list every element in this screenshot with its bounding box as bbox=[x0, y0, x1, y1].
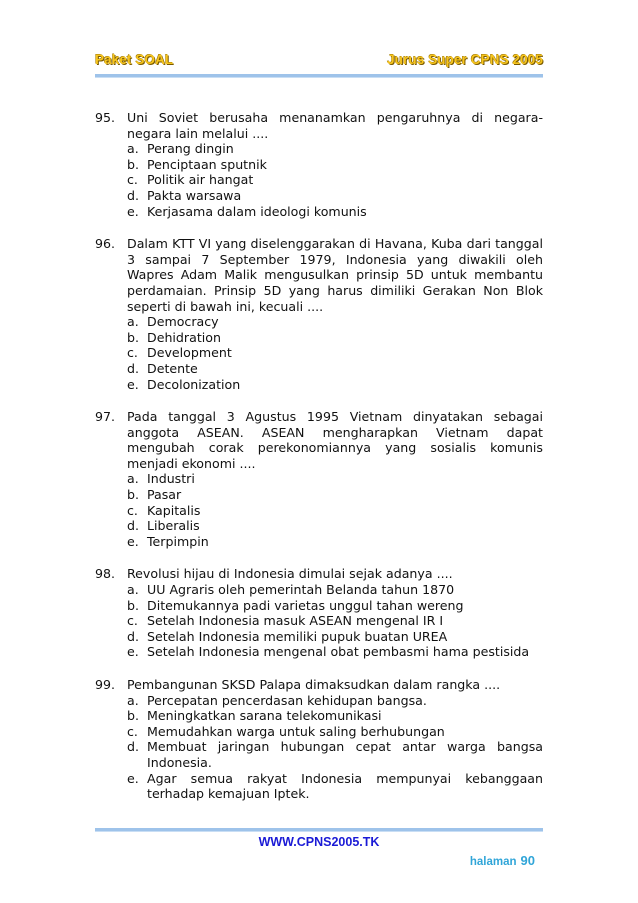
option-list bbox=[127, 693, 543, 802]
footer-website-link[interactable]: WWW.CPNS2005.TK bbox=[258, 835, 380, 849]
page-number: 90 bbox=[520, 853, 535, 868]
option-d bbox=[127, 739, 543, 770]
option-text: Kapitalis bbox=[147, 502, 201, 518]
option-text: Penciptaan sputnik bbox=[147, 156, 267, 172]
option-text: Meningkatkan sarana telekomunikasi bbox=[147, 708, 382, 724]
option-a bbox=[127, 314, 543, 330]
option-d bbox=[127, 361, 543, 377]
question-99 bbox=[95, 677, 543, 802]
option-letter: c. bbox=[127, 345, 138, 361]
header-title-left: Paket SOAL bbox=[95, 52, 174, 67]
option-text: Membuat jaringan hubungan cepat antar warga bangsa Indonesia. bbox=[147, 739, 543, 770]
option-c bbox=[127, 345, 543, 361]
option-letter: c. bbox=[127, 172, 138, 188]
question-97 bbox=[95, 409, 543, 549]
option-text: Detente bbox=[147, 360, 198, 376]
option-letter: d. bbox=[127, 360, 139, 376]
option-letter: c. bbox=[127, 723, 138, 739]
option-letter: a. bbox=[127, 471, 139, 487]
option-text: Agar semua rakyat Indonesia mempunyai kebanggaan terhadap kemajuan Iptek. bbox=[147, 770, 543, 802]
option-e bbox=[127, 534, 543, 550]
question-number: 98. bbox=[95, 566, 116, 582]
option-letter: a. bbox=[127, 582, 139, 598]
option-a bbox=[127, 471, 543, 487]
option-list bbox=[127, 471, 543, 549]
question-list bbox=[95, 110, 543, 819]
option-text: Kerjasama dalam ideologi komunis bbox=[147, 203, 367, 219]
option-text: Democracy bbox=[147, 314, 219, 330]
question-number: 99. bbox=[95, 677, 116, 692]
option-letter: b. bbox=[127, 156, 139, 172]
header-divider bbox=[95, 74, 543, 78]
option-text: Development bbox=[147, 345, 232, 361]
question-number: 97. bbox=[95, 409, 116, 425]
option-b bbox=[127, 157, 543, 173]
option-e bbox=[127, 644, 543, 660]
option-text: Memudahkan warga untuk saling berhubungan bbox=[147, 723, 445, 739]
option-letter: e. bbox=[127, 644, 139, 660]
option-letter: e. bbox=[127, 203, 139, 219]
option-c bbox=[127, 503, 543, 519]
question-number: 96. bbox=[95, 236, 116, 252]
option-list bbox=[127, 582, 543, 660]
option-text: Setelah Indonesia memiliki pupuk buatan UREA bbox=[147, 628, 448, 644]
question-95 bbox=[95, 110, 543, 219]
option-c bbox=[127, 724, 543, 740]
footer-divider bbox=[95, 828, 543, 832]
option-text: Industri bbox=[147, 471, 195, 487]
option-letter: d. bbox=[127, 187, 139, 203]
option-letter: e. bbox=[127, 533, 139, 549]
option-a bbox=[127, 582, 543, 598]
option-text: Setelah Indonesia masuk ASEAN mengenal IR I bbox=[147, 613, 444, 629]
page-header bbox=[95, 52, 543, 72]
option-c bbox=[127, 613, 543, 629]
option-list bbox=[127, 314, 543, 392]
option-e bbox=[127, 204, 543, 220]
option-letter: e. bbox=[127, 376, 139, 392]
option-text: Pasar bbox=[147, 487, 182, 503]
option-letter: d. bbox=[127, 628, 139, 644]
option-letter: a. bbox=[127, 314, 139, 330]
option-letter: c. bbox=[127, 502, 138, 518]
question-98 bbox=[95, 566, 543, 660]
option-letter: d. bbox=[127, 739, 139, 755]
question-text: Pembangunan SKSD Palapa dimaksudkan dalam rangka .... bbox=[127, 677, 501, 692]
option-letter: e. bbox=[127, 770, 139, 786]
question-text: Dalam KTT VI yang diselenggarakan di Havana, Kuba dari tanggal 3 sampai 7 September 1979, Indonesia yang diwakili oleh Wapres Adam Malik mengusulkan prinsip 5D untuk membantu perdamaian. Prinsip 5D yang harus dimiliki Gerakan Non Blok seperti di bawah ini, kecuali .... bbox=[127, 236, 543, 314]
option-a bbox=[127, 141, 543, 157]
question-text: Revolusi hijau di Indonesia dimulai sejak adanya .... bbox=[127, 566, 453, 582]
option-letter: a. bbox=[127, 141, 139, 157]
option-c bbox=[127, 172, 543, 188]
option-text: Percepatan pencerdasan kehidupan bangsa. bbox=[147, 692, 427, 708]
option-b bbox=[127, 598, 543, 614]
question-96 bbox=[95, 236, 543, 392]
option-b bbox=[127, 708, 543, 724]
option-e bbox=[127, 771, 543, 802]
page-label: halaman bbox=[469, 856, 517, 868]
option-text: Pakta warsawa bbox=[147, 187, 242, 203]
option-text: Perang dingin bbox=[147, 141, 234, 157]
option-letter: b. bbox=[127, 597, 139, 613]
option-text: Dehidration bbox=[147, 329, 221, 345]
option-d bbox=[127, 629, 543, 645]
option-text: Terpimpin bbox=[147, 533, 209, 549]
header-title-right: Jurus Super CPNS 2005 bbox=[387, 52, 543, 67]
footer-page-number bbox=[470, 852, 535, 870]
option-b bbox=[127, 330, 543, 346]
option-text: Setelah Indonesia mengenal obat pembasmi hama pestisida bbox=[147, 644, 530, 660]
option-text: UU Agraris oleh pemerintah Belanda tahun 1870 bbox=[147, 582, 455, 598]
option-letter: b. bbox=[127, 487, 139, 503]
option-d bbox=[127, 518, 543, 534]
option-text: Liberalis bbox=[147, 518, 200, 534]
option-letter: b. bbox=[127, 708, 139, 724]
option-letter: b. bbox=[127, 329, 139, 345]
question-text: Pada tanggal 3 Agustus 1995 Vietnam dinyatakan sebagai anggota ASEAN. ASEAN mengharapkan Vietnam dapat mengubah corak perekonomiannya yang sosialis komunis menjadi ekonomi .... bbox=[127, 409, 543, 471]
option-text: Decolonization bbox=[147, 376, 241, 392]
option-letter: d. bbox=[127, 518, 139, 534]
option-text: Ditemukannya padi varietas unggul tahan wereng bbox=[147, 597, 464, 613]
question-number: 95. bbox=[95, 110, 116, 125]
option-text: Politik air hangat bbox=[147, 172, 254, 188]
option-e bbox=[127, 377, 543, 393]
option-letter: a. bbox=[127, 692, 139, 708]
option-b bbox=[127, 487, 543, 503]
option-a bbox=[127, 693, 543, 709]
option-letter: c. bbox=[127, 613, 138, 629]
option-list bbox=[127, 141, 543, 219]
option-d bbox=[127, 188, 543, 204]
question-text: Uni Soviet berusaha menanamkan pengaruhnya di negara-negara lain melalui .... bbox=[127, 110, 543, 141]
